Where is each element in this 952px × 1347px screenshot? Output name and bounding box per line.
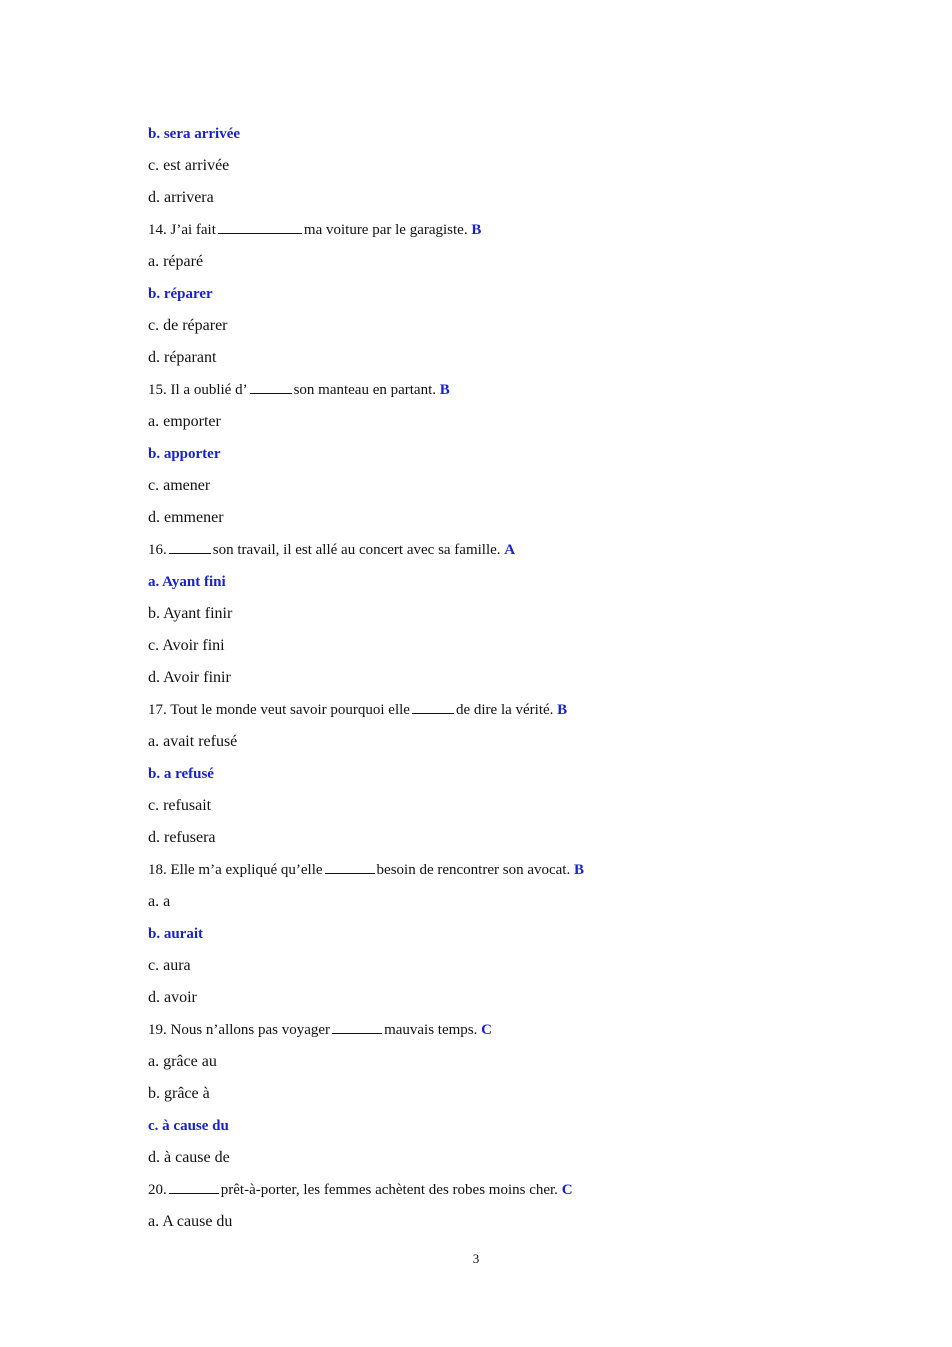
answer-option: b. Ayant finir — [148, 605, 233, 622]
answer-option: c. amener — [148, 477, 211, 494]
answer-option: c. Avoir fini — [148, 637, 225, 654]
answer-key: B — [573, 862, 584, 878]
question-line — [148, 1177, 848, 1209]
question-text-before: 19. Nous n’allons pas voyager — [148, 1022, 331, 1038]
answer-blank — [325, 859, 375, 874]
answer-key: C — [561, 1182, 573, 1198]
answer-key: B — [439, 382, 450, 398]
answer-option: d. emmener — [148, 509, 224, 526]
question-text-after: ma voiture par le garagiste. — [303, 222, 468, 238]
correct-option: b. apporter — [148, 446, 221, 462]
answer-option: b. grâce à — [148, 1085, 210, 1102]
answer-key: C — [481, 1022, 492, 1038]
answer-option: c. refusait — [148, 797, 212, 814]
question-text-before: 18. Elle m’a expliqué qu’elle — [148, 862, 323, 878]
answer-option: d. Avoir finir — [148, 669, 231, 686]
question-text-before: 17. Tout le monde veut savoir pourquoi elle — [148, 702, 410, 718]
answer-option: a. a — [148, 893, 171, 910]
exercise-list — [148, 121, 848, 1241]
answer-blank — [412, 699, 454, 714]
question-text-after: prêt-à-porter, les femmes achètent des robes moins cher. — [220, 1182, 558, 1198]
answer-blank — [250, 379, 292, 394]
question-text-after: son travail, il est allé au concert avec sa famille. — [212, 542, 501, 558]
question-text-before: 15. Il a oublié d’ — [148, 382, 248, 398]
answer-blank — [332, 1019, 382, 1034]
question-line — [148, 217, 848, 249]
answer-option: a. A cause du — [148, 1213, 233, 1230]
answer-blank — [218, 219, 302, 234]
answer-option: a. réparé — [148, 253, 204, 270]
answer-blank — [169, 539, 211, 554]
answer-option: d. à cause de — [148, 1149, 230, 1166]
answer-key: B — [471, 222, 482, 238]
question-text-before: 16. — [148, 542, 167, 558]
answer-option: c. est arrivée — [148, 157, 230, 174]
question-line — [148, 377, 848, 409]
answer-option: d. arrivera — [148, 189, 214, 206]
correct-option: b. réparer — [148, 286, 213, 302]
answer-option: d. refusera — [148, 829, 216, 846]
answer-option: d. avoir — [148, 989, 197, 1006]
question-text-before: 20. — [148, 1182, 167, 1198]
question-line — [148, 697, 848, 729]
correct-option: a. Ayant fini — [148, 574, 226, 590]
answer-option: a. avait refusé — [148, 733, 238, 750]
answer-option: c. de réparer — [148, 317, 228, 334]
question-text-after: son manteau en partant. — [293, 382, 437, 398]
answer-option: a. emporter — [148, 413, 221, 430]
question-text-before: 14. J’ai fait — [148, 222, 216, 238]
answer-option: c. aura — [148, 957, 191, 974]
answer-key: A — [504, 542, 516, 558]
correct-option: b. sera arrivée — [148, 126, 241, 142]
question-line — [148, 857, 848, 889]
answer-key: B — [557, 702, 568, 718]
correct-option: c. à cause du — [148, 1118, 229, 1134]
correct-option: b. a refusé — [148, 766, 214, 782]
question-text-after: besoin de rencontrer son avocat. — [376, 862, 571, 878]
answer-option: a. grâce au — [148, 1053, 217, 1070]
answer-blank — [169, 1179, 219, 1194]
question-text-after: mauvais temps. — [384, 1022, 478, 1038]
question-line — [148, 537, 848, 569]
question-line — [148, 1017, 848, 1049]
question-text-after: de dire la vérité. — [455, 702, 554, 718]
page-number: 3 — [472, 1251, 480, 1266]
correct-option: b. aurait — [148, 926, 204, 942]
answer-option: d. réparant — [148, 349, 217, 366]
